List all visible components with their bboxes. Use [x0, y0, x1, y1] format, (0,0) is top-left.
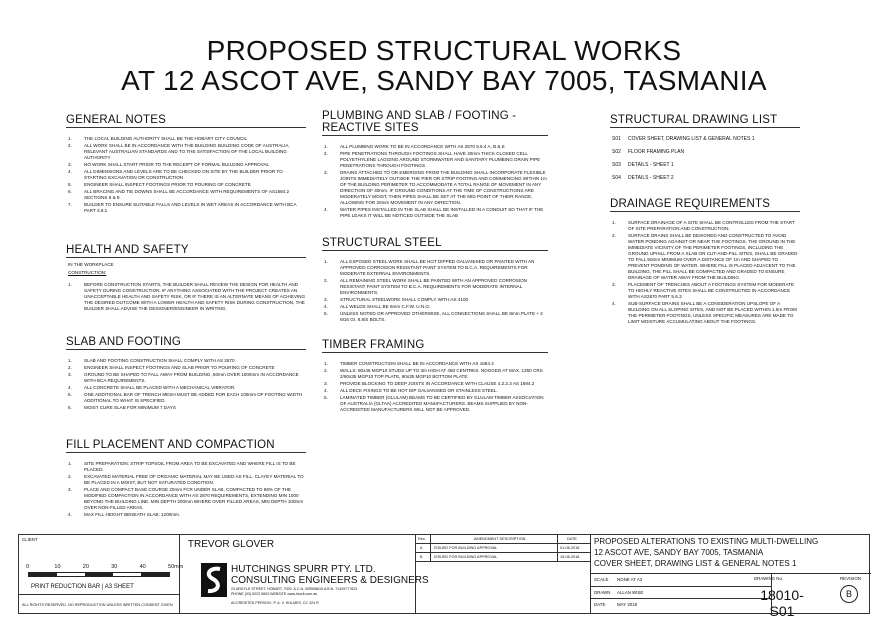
drawing-description: DETAILS - SHEET 2	[628, 175, 674, 181]
title-block	[18, 534, 870, 619]
scale-tick-label: 0	[26, 564, 30, 570]
note-item	[610, 301, 800, 325]
note-number: 3.	[324, 381, 328, 386]
note-text: LAMINATED TIMBER (GLULAM) BEAMS TO BE CERTIFIED BY GLULAM TIMBER ASSOCIATION OF AUSTRALIA (GLTAA) ACCREDITED MANUFACTURERS. BEAMS SUPPLIED BY NON-ACCREDITED MANUFACTURERS WILL NOT BE APPROVED.	[340, 395, 544, 412]
timber-framing-heading: TIMBER FRAMING	[322, 339, 548, 353]
note-text: SURFACE DRAINAGE OF A SITE SHALL BE CONTROLLED FROM THE START OF SITE PREPARATION AND CONSTRUCTION.	[628, 220, 795, 231]
timber-framing-list	[322, 361, 548, 413]
slab-footing	[66, 332, 306, 411]
drawing-list	[610, 110, 800, 182]
note-number: 2.	[324, 368, 328, 373]
note-number: 1.	[612, 220, 616, 225]
note-item	[66, 385, 306, 391]
drawing-code: S02	[612, 149, 621, 155]
note-item	[66, 182, 306, 188]
note-number: 1.	[324, 259, 328, 264]
note-number: 1.	[68, 136, 72, 141]
note-text: THE LOCAL BUILDING AUTHORITY SHALL BE THE HOBART CITY COUNCIL	[84, 136, 248, 141]
note-item	[610, 220, 800, 232]
company-subtitle: CONSULTING ENGINEERS & DESIGNERS	[231, 575, 429, 586]
note-number: 3.	[324, 297, 328, 302]
project-line-1: PROPOSED ALTERATIONS TO EXISTING MULTI-DWELLING	[594, 537, 819, 546]
rev-header: Rev.	[418, 537, 426, 541]
general-notes-heading: GENERAL NOTES	[66, 114, 306, 128]
column-left	[66, 110, 306, 530]
note-text: SLAB AND FOOTING CONSTRUCTION SHALL COMPLY WITH AS 2870	[84, 358, 235, 363]
note-item	[322, 388, 548, 394]
note-text: ENGINEER SHALL INSPECT FOOTINGS AND SLAB PRIOR TO POURING OF CONCRETE	[84, 365, 275, 370]
note-item	[322, 368, 548, 380]
note-item	[66, 512, 306, 518]
note-number: 4.	[68, 512, 72, 517]
note-number: 1.	[324, 361, 328, 366]
note-item	[66, 461, 306, 473]
rev-b: B	[420, 555, 423, 559]
print-reduction-bar	[28, 572, 170, 577]
drawn-value: ALLAN WISE	[617, 590, 644, 595]
scale-tick-label: 10	[54, 564, 61, 570]
note-text: UNLESS NOTED OR APPROVED OTHERWISE, ALL CONNECTIONS SHALL BE 8mm PLATE + 2 M16 Gr. 8.8/S BOLTS.	[340, 311, 543, 322]
rev-a-date: 01-06-2018	[560, 546, 580, 550]
health-sub-2: CONSTRUCTION:	[68, 270, 107, 275]
note-text: MAX FILL HEIGHT BENEATH SLAB: 1200mm.	[84, 512, 181, 517]
note-number: 6.	[68, 405, 72, 410]
note-item	[66, 392, 306, 404]
health-sub-1: IN THE WORKPLACE	[68, 262, 114, 267]
note-item	[610, 282, 800, 300]
note-item	[322, 144, 548, 150]
slab-footing-list	[66, 358, 306, 411]
note-number: 4.	[68, 385, 72, 390]
note-number: 3.	[68, 372, 72, 377]
note-number: 3.	[612, 282, 616, 287]
date-header: DATE	[567, 537, 577, 541]
drawing-number: 18010-S01	[760, 587, 804, 619]
drawn-label: DRAWN	[594, 590, 611, 595]
note-text: BUILDER TO ENSURE SUITABLE FALLS AND LEVELS IN WET AREAS IN ACCORDANCE WITH BCA PART 3.8.1	[84, 202, 297, 213]
rights-notice: ALL RIGHTS RESERVED. NO REPRODUCTION UNLESS WRITTEN CONSENT GIVEN	[22, 603, 173, 607]
rev-b-desc: ISSUED FOR BUILDING APPROVAL	[434, 555, 498, 559]
drawing-code: S04	[612, 175, 621, 181]
company-address: 23 ARGYLE STREET, HOBART, 7000. A.C.N. 009598615 A.B.N. 71425777623	[231, 587, 358, 591]
note-item	[66, 372, 306, 384]
note-text: SUB-SURFACE DRAINS SHALL BE A CONSIDERATION UPSLOPE OF A BUILDING ON ALL SLOPING SITES, AND NOT BE PLACED WITHIN 1.5m FROM THE PERIMETER FOOTINGS, UNLESS SPECIFIC MEASURES ARE MADE TO LIMIT MOISTURE ACCUMULATING ABOUT THE FOOTINGS.	[628, 301, 797, 324]
note-item	[66, 487, 306, 511]
revision-label: REVISION	[840, 576, 861, 581]
note-number: 4.	[324, 388, 328, 393]
note-text: TIMBER CONSTRUCTION SHALL BE IN ACCORDANCE WITH AS 1684.2	[340, 361, 494, 366]
note-text: ENGINEER SHALL INSPECT FOOTINGS PRIOR TO POURING OF CONCRETE	[84, 182, 251, 187]
note-number: 1.	[68, 358, 72, 363]
note-number: 5.	[324, 395, 328, 400]
note-text: SITE PREPARATION: STRIP TOPSOIL FROM AREA TO BE EXCAVATED AND WHERE FILL IS TO BE PLACED.	[84, 461, 296, 472]
note-text: NO WORK SHALL START PRIOR TO THE RECEIPT OF FORMAL BUILDING APPROVAL	[84, 162, 270, 167]
note-number: 7.	[68, 202, 72, 207]
note-text: WALLS: 90x45 MGP10 STUDS UP TO 3m HIGH AT 450 CENTRES. NOGGED AT MAX. 1350 CRS 2/90x35 MGP10 TOP PLATE, 90x35 MGP10 BOTTOM PLATE.	[340, 368, 543, 379]
project-line-3: COVER SHEET, DRAWING LIST & GENERAL NOTES 1	[594, 559, 797, 568]
date-label: DATE	[594, 602, 606, 607]
fill-placement	[66, 435, 306, 518]
project-line-2: 12 ASCOT AVE, SANDY BAY 7005, TASMANIA	[594, 548, 764, 557]
note-item	[322, 395, 548, 413]
note-item	[322, 170, 548, 206]
note-text: PROVIDE BLOCKING TO DEEP JOISTS IN ACCORDANCE WITH CLAUSE 4.2.2.3 AS 1684.2	[340, 381, 535, 386]
note-number: 2.	[612, 233, 616, 238]
note-number: 5.	[68, 392, 72, 397]
note-item	[322, 259, 548, 277]
note-text: ALL WELDS SHALL BE 6mm C.F.W. U.N.O.	[340, 304, 431, 309]
note-item	[322, 304, 548, 310]
drawing-code: S03	[612, 162, 621, 168]
note-text: ALL DIMENSIONS AND LEVELS ARE TO BE CHECKED ON SITE BY THE BUILDER PRIOR TO STARTING EXCAVATION OR CONSTRUCTION	[84, 169, 283, 180]
rev-b-date: 15-06-2018	[560, 555, 580, 559]
general-notes	[66, 110, 306, 214]
note-number: 3.	[324, 170, 328, 175]
note-text: ALL CONCRETE SHALL BE PLACED WITH A MECHANICAL VIBRATOR.	[84, 385, 236, 390]
note-item	[66, 202, 306, 214]
drainage-heading: DRAINAGE REQUIREMENTS	[610, 198, 800, 212]
note-text: ALL BRACING AND TIE DOWNS SHALL BE ACCORDANCE WITH REQUIREMENTS OF AS1684.2 SECTIONS 8 & 9	[84, 189, 290, 200]
drawing-list-item	[610, 149, 800, 156]
note-text: ONE ADDITIONAL BAR OF TRENCH MESH MUST BE ADDED FOR EACH 100mm OF FOOTING WIDTH ADDITIONAL TO WHAT IS SPECIFIED.	[84, 392, 303, 403]
rev-a: A	[420, 546, 423, 550]
fill-placement-list	[66, 461, 306, 518]
note-item	[66, 474, 306, 486]
note-item	[66, 143, 306, 161]
note-number: 2.	[68, 365, 72, 370]
note-number: 2.	[68, 143, 72, 148]
note-item	[66, 365, 306, 371]
slab-footing-heading: SLAB AND FOOTING	[66, 336, 306, 350]
drawing-description: DETAILS - SHEET 1	[628, 162, 674, 168]
note-number: 4.	[324, 207, 328, 212]
note-text: ALL PLUMBING WORK TO BE IN ACCORDANCE WITH AS 2870 5.6.4 A, B & E	[340, 144, 505, 149]
scale-tick-label: 50mm	[168, 564, 184, 570]
drawing-list-item	[610, 136, 800, 143]
note-text: BEFORE CONSTRUCTION STARTS, THE BUILDER SHALL REVIEW THE DESIGN FOR HEALTH AND SAFETY DURING CONSTRUCTION. IF ANYTHING ASSOCIATED WITH THE PROJECT CREATES AN UNACCEPTABLE HEALTH AND SAFETY RISK, OR IF THERE IS AN ALTERNATE MEANS OF ACHIEVING THE DESIRED OUTCOME WITH A LOWER HEALTH AND SAFETY RISK DURING CONSTRUCTION, THE BUILDER SHALL ADVISE THE DESIGNER/ENGINEER IN WRITING.	[84, 282, 306, 311]
note-number: 3.	[68, 162, 72, 167]
note-text: PLACEMENT OF TRENCHES ABOUT A FOOTINGS SYSTEM FOR MODERATE TO HIGHLY REACTIVE SITES SHALL BE CONSTRUCTED IN ACCORDANCE WITH AS2870 PART 5.6.3	[628, 282, 795, 299]
note-text: EXCAVATED MATERIAL FREE OF ORGANIC MATERIAL MAY BE USED AS FILL. CLAYEY MATERIAL TO BE PLACED IN A MOIST, BUT NOT SATURATED CONDITION.	[84, 474, 304, 485]
title-line-2: AT 12 ASCOT AVE, SANDY BAY 7005, TASMANIA	[121, 65, 767, 96]
print-bar-label: PRINT REDUCTION BAR | A3 SHEET	[31, 584, 134, 590]
client-name: TREVOR GLOVER	[187, 539, 275, 550]
note-text: STRUCTURAL STEELWORK SHALL COMPLY WITH AS 4100	[340, 297, 469, 302]
company-name: HUTCHINGS SPURR PTY. LTD.	[231, 564, 376, 575]
drawing-code: S01	[612, 136, 621, 142]
note-number: 5.	[68, 182, 72, 187]
note-item	[66, 358, 306, 364]
note-item	[322, 151, 548, 169]
drawing-description: COVER SHEET, DRAWING LIST & GENERAL NOTES 1	[628, 136, 755, 142]
scale-tick-label: 30	[111, 564, 118, 570]
company-contact: PHONE (03) 6223 5603 WEBSITE www.hscrk.com.au	[231, 592, 318, 596]
structural-steel-list	[322, 259, 548, 323]
drawing-list-item	[610, 175, 800, 182]
drawing-list-item	[610, 162, 800, 169]
note-number: 2.	[324, 278, 328, 283]
note-item	[322, 207, 548, 219]
note-text: ALL WORK SHALL BE IN ACCORDANCE WITH THE BUILDING BUILDING CODE OF AUSTRALIA, RELEVANT AUSTRALIAN STANDARDS AND TO THE SATISFACTION OF THE LOCAL BUILDING AUTHORITY	[84, 143, 290, 160]
note-number: 2.	[324, 151, 328, 156]
company-logo-icon	[201, 563, 227, 597]
drawing-list-items	[610, 136, 800, 182]
note-item	[322, 278, 548, 296]
drawing-description: FLOOR FRAMING PLAN	[628, 149, 685, 155]
column-middle	[322, 110, 548, 425]
note-number: 2.	[68, 474, 72, 479]
health-safety-list	[66, 282, 306, 312]
structural-steel-heading: STRUCTURAL STEEL	[322, 237, 548, 251]
note-number: 1.	[324, 144, 328, 149]
note-item	[66, 136, 306, 142]
health-safety	[66, 240, 306, 312]
health-safety-heading: HEALTH AND SAFETY	[66, 244, 306, 258]
note-number: 6.	[68, 189, 72, 194]
note-item	[66, 169, 306, 181]
general-notes-list	[66, 136, 306, 214]
note-text: MOIST CURE SLAB FOR MINIMUM 7 DAYS	[84, 405, 176, 410]
scale-tick-label: 40	[139, 564, 146, 570]
note-number: 4.	[324, 304, 328, 309]
amendment-header: AMENDMENT DESCRIPTION	[474, 537, 526, 541]
timber-framing	[322, 335, 548, 413]
date-value: MAY 2018	[617, 602, 638, 607]
note-item	[66, 189, 306, 201]
structural-steel	[322, 233, 548, 323]
note-text: SURFACE DRAINS SHALL BE DESIGNED AND CONSTRUCTED TO AVOID WATER PONDING AGAINST OR NEAR THE FOOTINGS. THE GROUND IN THE IMMEDIATE VICINITY OF THE PERIMETER FOOTINGS, INCLUDING THE GROUND UPHILL FROM A SLAB ON CUT-AND-FILL SITES, SHALL BE GRADED TO FALL 50mm MINIMUM OVER A DISTANCE OF 1m AND SHAPED TO PREVENT PONDING OF WATER. WHERE FILL IS PLACED ADJACENT TO THE BUILDING, THE FILL SHALL BE COMPACTED AND GRADED TO ENSURE DRAINAGE OF WATER AWAY FROM THE BUILDING.	[628, 233, 798, 280]
note-text: ALL EXPOSED STEEL WORK SHALL BE HOT DIPPED GALVANISED OR PAINTED WITH AN APPROVED CORROSION RESISTANT PAINT SYSTEM TO B.C.A. REQUIREMENTS FOR MODERATE EXTERNAL ENVIRONMENTS.	[340, 259, 535, 276]
note-number: 1.	[68, 461, 72, 466]
note-text: WATER PIPES INSTALLED IN THE SLAB SHALL BE INSTALLED IN A CONDUIT SO THAT IF THE PIPE LEAKS IT WILL BE NOTICED OUTSIDE THE SLAB	[340, 207, 544, 218]
note-number: 3.	[68, 487, 72, 492]
note-text: ALL DECK FIXINGS TO BE HOT DIP GALVANISED OR STAINLESS STEEL.	[340, 388, 498, 393]
note-number: 1.	[68, 282, 72, 287]
plumbing-heading: PLUMBING AND SLAB / FOOTING - REACTIVE SITES	[322, 110, 548, 136]
note-item	[322, 381, 548, 387]
drawing-no-label: DRAWING No.	[754, 576, 784, 581]
note-item	[66, 282, 306, 312]
note-text: GROUND TO BE SHAPED TO FALL AWAY FROM BUILDING, 50mm OVER 1000mm IN ACCORDANCE WITH BCA REQUIREMENTS.	[84, 372, 299, 383]
note-number: 4.	[612, 301, 616, 306]
note-item	[610, 233, 800, 281]
rev-a-desc: ISSUED FOR BUILDING APPROVAL	[434, 546, 498, 550]
title-line-1: PROPOSED STRUCTURAL WORKS	[206, 35, 682, 66]
drawing-list-heading: STRUCTURAL DRAWING LIST	[610, 114, 800, 128]
note-number: 5.	[324, 311, 328, 316]
note-text: PIPE PENETRATIONS THROUGH FOOTINGS SHALL HAVE 40mm THICK CLOSED CELL POLYETHYLENE LAGGING AROUND STORMWATER AND SANITARY PLUMBING DRAIN PIPE PENETRATIONS THROUGH FOOTINGS.	[340, 151, 541, 168]
note-number: 4.	[68, 169, 72, 174]
scale-label: SCALE	[594, 577, 609, 582]
drainage-list	[610, 220, 800, 325]
accredited-person: ACCREDITED PERSON : P. A. V. HOLMES, CC 324 R	[231, 601, 319, 605]
scale-tick-label: 20	[82, 564, 89, 570]
revision-badge: B	[840, 585, 858, 603]
plumbing-section	[322, 110, 548, 219]
client-label: CLIENT	[22, 537, 38, 542]
note-item	[322, 297, 548, 303]
note-text: ALL REMAINING STEEL WORK SHALL BE PAINTED WITH AN APPROVED CORROSION RESISTANT PAINT SYSTEM TO B.C.A. REQUIREMENTS FOR MODERATE INTERNAL ENVIRONMENTS.	[340, 278, 528, 295]
note-item	[322, 311, 548, 323]
column-right	[610, 110, 800, 337]
scale-value: NONE AT A3	[617, 577, 643, 582]
note-item	[322, 361, 548, 367]
plumbing-list	[322, 144, 548, 219]
note-text: DRAINS ATTACHED TO OR EMERGING FROM THE BUILDING SHALL INCORPORATE FLEXIBLE JOINTS IMMEDIATELY OUTSIDE THE PIER OR STRIP FOOTING AND COMMENCING WITHIN 1m OF THE BUILDING PERIMETER TO ACCOMMODATE A TOTAL RANGE OF MOVEMENT IN ANY DIRECTION OF 40mm. IF GROUND CONDITIONS AT THE TIME OF CONSTRUCTIONS ARE MODERATELY MOIST, THEN PIPES SHALL BE SET AT THE MID POINT OF THEIR RANGE, ALLOWING FOR 20mm MOVEMENT IN ANY DIRECTION.	[340, 170, 547, 205]
note-item	[66, 162, 306, 168]
note-item	[66, 405, 306, 411]
drainage-requirements	[610, 194, 800, 325]
note-text: PLACE AND COMPACT BASE COURSE 20mm FCR UNDER SLAB, COMPACTED TO 98% OF THE MODIFIED COMPACTION IN ACCORDANCE WITH AS 2870 REQUIREMENTS, EXTENDING MIN 1000 BEYOND THE BUILDING LINE. MIN DEPTH 200mm WHERE OVER FILLED AREAS, MIN DEPTH 100mm OVER NON-FILLED AREAS.	[84, 487, 304, 510]
fill-placement-heading: FILL PLACEMENT AND COMPACTION	[66, 439, 306, 453]
